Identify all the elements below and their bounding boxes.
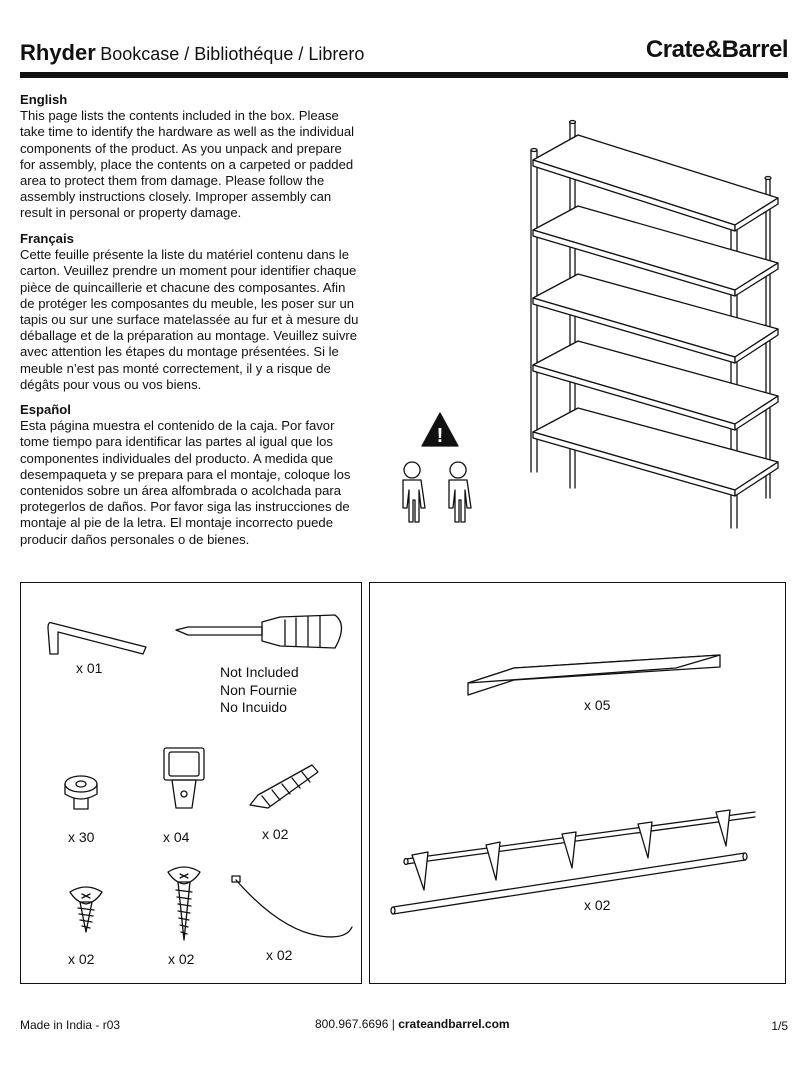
product-subtitle: Bookcase / Bibliothéque / Librero bbox=[100, 44, 365, 64]
spanish-heading: Español bbox=[20, 402, 71, 417]
not-included-es: No Incuido bbox=[220, 699, 287, 715]
anchor-qty: x 02 bbox=[262, 826, 289, 842]
french-heading: Français bbox=[20, 231, 74, 246]
bracket-qty: x 04 bbox=[163, 829, 190, 845]
strap-qty: x 02 bbox=[266, 947, 293, 963]
side-frame-icon bbox=[391, 810, 755, 914]
screw-short-icon bbox=[70, 887, 102, 932]
shelf-qty: x 05 bbox=[584, 697, 611, 713]
product-name: Rhyder bbox=[20, 40, 96, 65]
footer-contact bbox=[315, 1017, 510, 1031]
not-included-note bbox=[220, 664, 299, 717]
spanish-body: Esta página muestra el contenido de la caja. Por favor tome tiempo para identificar las partes al igual que los componentes individuales del producto. A medida que desempaqueta y se prepara para el montaje, coloque los contenidos sobre un área alfombrada o acolchada para protegerlos de daños. Por favor siga las instrucciones de montaje al pie de la letra. El montaje incorrecto puede producir daños personales o de bienes. bbox=[20, 418, 351, 547]
bolt-qty: x 30 bbox=[68, 829, 95, 845]
screw-short-qty: x 02 bbox=[68, 951, 95, 967]
footer-phone: 800.967.6696 | bbox=[315, 1017, 399, 1031]
footer-website: crateandbarrel.com bbox=[398, 1017, 510, 1031]
wall-anchor-icon bbox=[250, 765, 318, 808]
english-body: This page lists the contents included in the box. Please take time to identify the hardware as well as the individual components of the product. As you unpack and prepare for assembly, place the contents on a carpeted or padded area to protect them from damage. Please follow the assembly instructions closely. Improper assembly can result in personal or property damage. bbox=[20, 108, 355, 221]
english-heading: English bbox=[20, 92, 68, 107]
footer-origin: Made in India - r03 bbox=[20, 1018, 121, 1032]
french-body: Cette feuille présente la liste du matériel contenu dans le carton. Veuillez prendre un moment pour identifier chaque pièce de quincaillerie et chacune des composantes. Afin de protéger les composantes du meuble, les poser sur un tapis ou sur une surface matelassée au fur et à mesure du déballage et de la préparation au montage. Veuillez suivre avec attention les étapes du montage présentées. Si le meuble n’est pas monté correctement, il y a risque de dégâts pour vous ou vos biens. bbox=[20, 247, 359, 392]
warning-symbol: ! bbox=[436, 425, 444, 447]
not-included-fr: Non Fournie bbox=[220, 681, 298, 698]
anti-tip-strap-icon bbox=[232, 876, 352, 937]
screw-long-qty: x 02 bbox=[168, 951, 195, 967]
brand-logo: Crate&Barrel bbox=[645, 36, 788, 63]
allen-key-icon bbox=[48, 623, 146, 654]
shelf-board-icon bbox=[468, 655, 720, 695]
frame-qty: x 02 bbox=[584, 897, 611, 913]
page-number: 1/5 bbox=[771, 1019, 788, 1033]
not-included-en: Not Included bbox=[220, 664, 299, 680]
bookcase-illustration bbox=[531, 121, 778, 529]
bolt-icon bbox=[65, 776, 97, 809]
screw-long-icon bbox=[168, 867, 200, 940]
screwdriver-icon bbox=[176, 615, 342, 648]
bracket-icon bbox=[164, 748, 204, 808]
allen-key-qty: x 01 bbox=[76, 660, 103, 676]
